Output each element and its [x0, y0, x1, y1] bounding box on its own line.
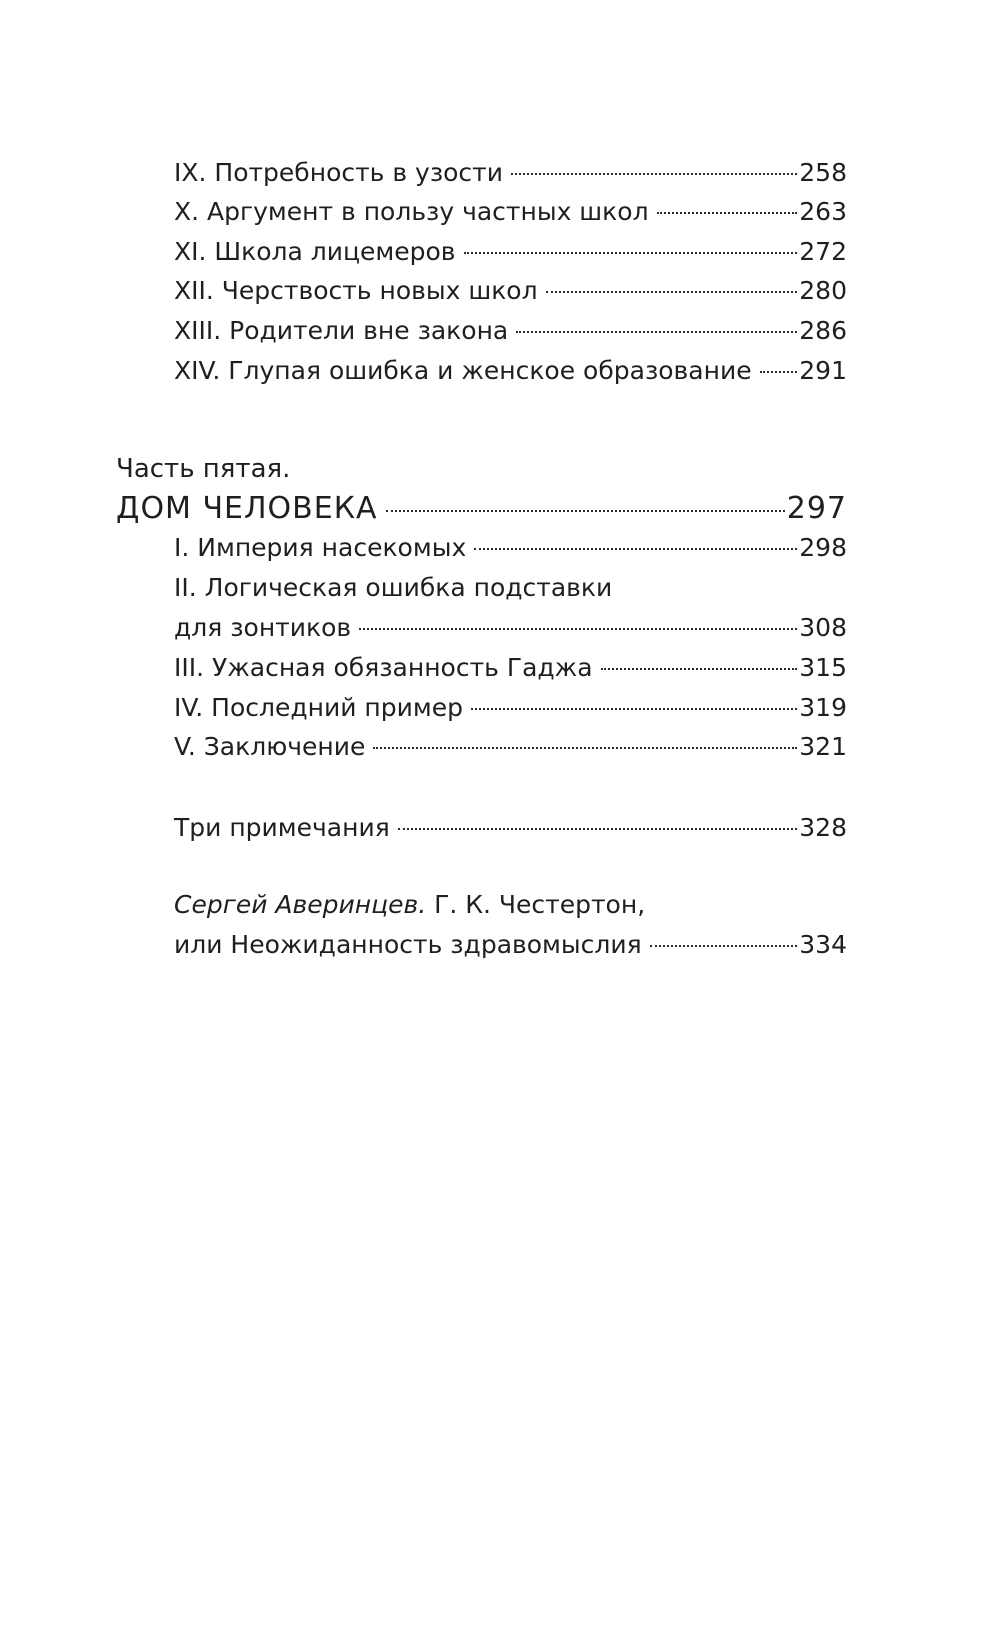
toc-entry-page: 272	[799, 237, 847, 266]
dot-leader	[650, 945, 798, 947]
toc-entry	[174, 610, 847, 646]
toc-entry-page: 334	[799, 930, 847, 959]
toc-entry-title: Три примечания	[174, 813, 390, 842]
toc-entry-title: IX. Потребность в узости	[174, 158, 503, 187]
toc-entry	[174, 194, 847, 230]
toc-entry-page: 315	[799, 653, 847, 682]
toc-entry-title: V. Заключение	[174, 732, 366, 761]
essay-title-part2: или Неожиданность здравомыслия	[174, 930, 642, 959]
dot-leader	[657, 212, 798, 214]
toc-entry-page: 291	[799, 356, 847, 385]
toc-entry-title: XII. Черствость новых школ	[174, 276, 538, 305]
toc-entry-notes	[174, 810, 847, 846]
toc-entry-essay	[174, 927, 847, 963]
part-title: ДОМ ЧЕЛОВЕКА	[116, 491, 378, 526]
toc-entry-page: 328	[799, 813, 847, 842]
toc-entry-title: III. Ужасная обязанность Гаджа	[174, 653, 593, 682]
dot-leader	[760, 371, 798, 373]
dot-leader	[511, 173, 797, 175]
dot-leader	[359, 628, 797, 630]
dot-leader	[464, 252, 798, 254]
toc-entry	[174, 729, 847, 765]
toc-entry-title: XIV. Глупая ошибка и женское образование	[174, 356, 752, 385]
toc-entry-title: XIII. Родители вне закона	[174, 316, 509, 345]
essay-title-part1: Г. К. Честертон,	[426, 890, 646, 919]
part-page: 297	[786, 491, 847, 526]
dot-leader	[516, 331, 797, 333]
toc-entry	[174, 650, 847, 686]
toc-entry	[174, 155, 847, 191]
essay-title-line	[174, 887, 847, 923]
toc-entry-page: 258	[799, 158, 847, 187]
toc-entry-page: 319	[799, 693, 847, 722]
toc-entry	[174, 273, 847, 309]
dot-leader	[546, 291, 798, 293]
toc-entry	[174, 313, 847, 349]
dot-leader	[373, 747, 797, 749]
toc-entry-title: X. Аргумент в пользу частных школ	[174, 197, 649, 226]
toc-entry-page: 298	[799, 533, 847, 562]
toc-entry-title: I. Империя насекомых	[174, 533, 467, 562]
toc-entry	[174, 690, 847, 726]
toc-entry-title: IV. Последний пример	[174, 693, 463, 722]
toc-entry-page: 321	[799, 732, 847, 761]
toc-entry	[174, 234, 847, 270]
toc-entry-title-continuation: для зонтиков	[174, 613, 352, 642]
dot-leader	[601, 668, 798, 670]
dot-leader	[474, 548, 797, 550]
toc-entry	[174, 530, 847, 566]
part-label: Часть пятая.	[116, 454, 291, 484]
dot-leader	[398, 828, 798, 830]
dot-leader	[386, 510, 785, 512]
toc-entry-page: 263	[799, 197, 847, 226]
toc-entry-title: II. Логическая ошибка подставки	[174, 573, 613, 602]
toc-entry	[174, 353, 847, 389]
toc-entry-title: XI. Школа лицемеров	[174, 237, 456, 266]
part-title-entry	[116, 491, 847, 527]
dot-leader	[471, 708, 797, 710]
toc-entry-page: 286	[799, 316, 847, 345]
toc-entry-page: 280	[799, 276, 847, 305]
essay-author: Сергей Аверинцев.	[174, 890, 427, 919]
toc-entry-page: 308	[799, 613, 847, 642]
